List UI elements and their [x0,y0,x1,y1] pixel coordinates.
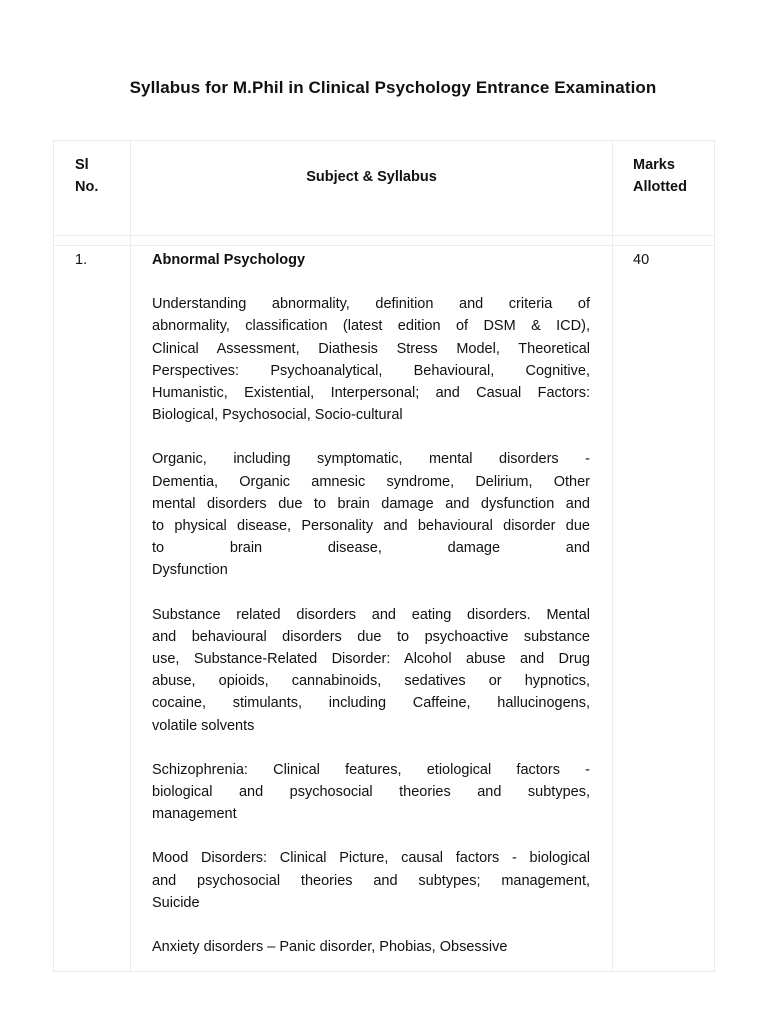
syllabus-paragraphs [152,293,590,958]
syllabus-paragraph [152,293,590,426]
syllabus-line: Schizophrenia: Clinical features, etiological factors - [152,761,590,778]
header-allotted-line: Allotted [633,179,687,195]
syllabus-line: to brain disease, damage and [152,540,590,557]
header-sl-no [75,154,125,198]
row-marks: 40 [633,252,650,268]
syllabus-paragraph [152,448,590,581]
syllabus-line: Dysfunction [152,562,228,579]
syllabus-line: Humanistic, Existential, Interpersonal; and Casual Factors: [152,385,590,402]
column-divider [130,140,131,972]
syllabus-line: Clinical Assessment, Diathesis Stress Model, Theoretical [152,340,590,357]
syllabus-line: and psychosocial theories and subtypes; management, [152,872,590,889]
row-number: 1. [75,252,88,268]
syllabus-line: Suicide [152,894,200,911]
syllabus-line: Biological, Psychosocial, Socio-cultural [152,407,403,424]
syllabus-line: abnormality, classification (latest edition of DSM & ICD), [152,318,590,335]
syllabus-line: to physical disease, Personality and behavioural disorder due [152,518,590,535]
header-marks-line: Marks [633,157,675,173]
row-syllabus [152,249,590,980]
header-marks [633,154,713,198]
syllabus-paragraph [152,759,590,826]
syllabus-line: Understanding abnormality, definition and criteria of [152,296,590,313]
syllabus-line: Mood Disorders: Clinical Picture, causal factors - biological [152,850,590,867]
subject-heading: Abnormal Psychology [152,252,306,268]
syllabus-line: management [152,806,237,823]
syllabus-line: and behavioural disorders due to psychoactive substance [152,628,590,645]
syllabus-line: Anxiety disorders – Panic disorder, Phobias, Obsessive [152,939,508,956]
syllabus-line: mental disorders due to brain damage and dysfunction and [152,495,590,512]
syllabus-line: Organic, including symptomatic, mental disorders - [152,451,590,468]
header-divider [53,235,715,236]
page-title: Syllabus for M.Phil in Clinical Psychology Entrance Examination [129,78,657,97]
syllabus-line: abuse, opioids, cannabinoids, sedatives or hypnotics, [152,673,590,690]
syllabus-line: use, Substance-Related Disorder: Alcohol abuse and Drug [152,651,590,668]
syllabus-line: cocaine, stimulants, including Caffeine, hallucinogens, [152,695,590,712]
syllabus-line: Perspectives: Psychoanalytical, Behavioural, Cognitive, [152,362,590,379]
syllabus-line: Dementia, Organic amnesic syndrome, Delirium, Other [152,473,590,490]
header-subject: Subject & Syllabus [306,169,437,185]
syllabus-paragraph [152,604,590,737]
header-no-line: No. [75,179,99,195]
row-divider [53,245,715,246]
syllabus-paragraph [152,847,590,914]
syllabus-line: biological and psychosocial theories and subtypes, [152,784,590,801]
syllabus-line: volatile solvents [152,717,255,734]
syllabus-paragraph [152,936,590,958]
syllabus-line: Substance related disorders and eating disorders. Mental [152,606,590,623]
header-sl-line: Sl [75,157,89,173]
column-divider [612,140,613,972]
